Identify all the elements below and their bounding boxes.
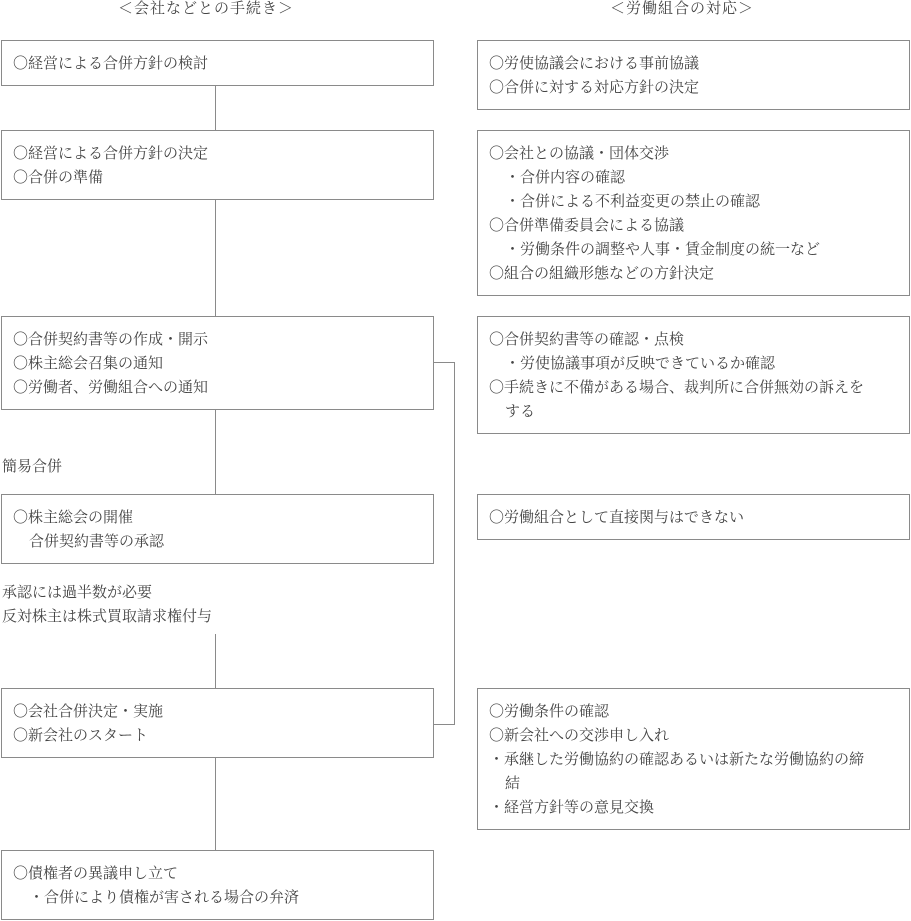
connector-line	[215, 634, 216, 688]
step-line: ・合併内容の確認	[505, 168, 626, 186]
step-line: 〇会社合併決定・実施	[13, 702, 164, 720]
bypass-line-bottom	[433, 724, 455, 725]
step-line: 〇株主総会召集の通知	[13, 354, 164, 372]
bypass-line-vertical	[454, 362, 455, 725]
step-line: ・労使協議事項が反映できているか確認	[505, 354, 776, 372]
step-line: ・労働条件の調整や人事・賃金制度の統一など	[505, 240, 821, 258]
step-line: 〇合併契約書等の作成・開示	[13, 330, 209, 348]
left-step-2-box	[1, 130, 434, 200]
step-line: 〇株主総会の開催	[13, 508, 134, 526]
right-step-1-box	[477, 40, 910, 110]
left-column-header: ＜会社などとの手続き＞	[118, 0, 295, 17]
step-line: 〇労働条件の確認	[489, 702, 610, 720]
step-line: ・合併による不利益変更の禁止の確認	[505, 192, 761, 210]
right-step-4-box	[477, 494, 910, 540]
connector-line	[215, 199, 216, 316]
step-line: ・承継した労働協約の確認あるいは新たな労働協約の締	[489, 750, 865, 768]
step-line: 〇新会社への交渉申し入れ	[489, 726, 670, 744]
step-line: する	[505, 402, 536, 420]
step-line: 〇合併の準備	[13, 168, 104, 186]
step-line: 〇合併契約書等の確認・点検	[489, 330, 685, 348]
step-line: 〇経営による合併方針の検討	[13, 54, 209, 72]
step-line: ・経営方針等の意見交換	[489, 798, 655, 816]
step-line: 〇組合の組織形態などの方針決定	[489, 264, 715, 282]
approval-note-line-2: 反対株主は株式買取請求権付与	[2, 607, 213, 625]
left-step-6-box	[1, 850, 434, 920]
approval-note-line-1: 承認には過半数が必要	[2, 583, 153, 601]
bypass-line-top	[433, 362, 455, 363]
step-line: 結	[505, 774, 521, 792]
left-step-1-box	[1, 40, 434, 86]
left-step-3-box	[1, 316, 434, 410]
step-line: 〇労働組合として直接関与はできない	[489, 508, 745, 526]
step-line: ・合併により債権が害される場合の弁済	[29, 888, 300, 906]
right-step-5-box	[477, 688, 910, 830]
left-step-5-box	[1, 688, 434, 758]
step-line: 合併契約書等の承認	[29, 532, 165, 550]
connector-line	[215, 86, 216, 130]
left-step-4-box	[1, 494, 434, 564]
right-step-2-box	[477, 130, 910, 296]
right-column-header: ＜労働組合の対応＞	[610, 0, 755, 17]
connector-line	[215, 757, 216, 850]
step-line: 〇労使協議会における事前協議	[489, 54, 700, 72]
step-line: 〇会社との協議・団体交渉	[489, 144, 670, 162]
step-line: 〇合併準備委員会による協議	[489, 216, 685, 234]
step-line: 〇労働者、労働組合への通知	[13, 378, 209, 396]
connector-line	[215, 410, 216, 494]
right-step-3-box	[477, 316, 910, 434]
step-line: 〇手続きに不備がある場合、裁判所に合併無効の訴えを	[489, 378, 865, 396]
simple-merger-label: 簡易合併	[2, 457, 63, 475]
step-line: 〇新会社のスタート	[13, 726, 149, 744]
step-line: 〇合併に対する対応方針の決定	[489, 78, 700, 96]
step-line: 〇債権者の異議申し立て	[13, 864, 179, 882]
step-line: 〇経営による合併方針の決定	[13, 144, 209, 162]
